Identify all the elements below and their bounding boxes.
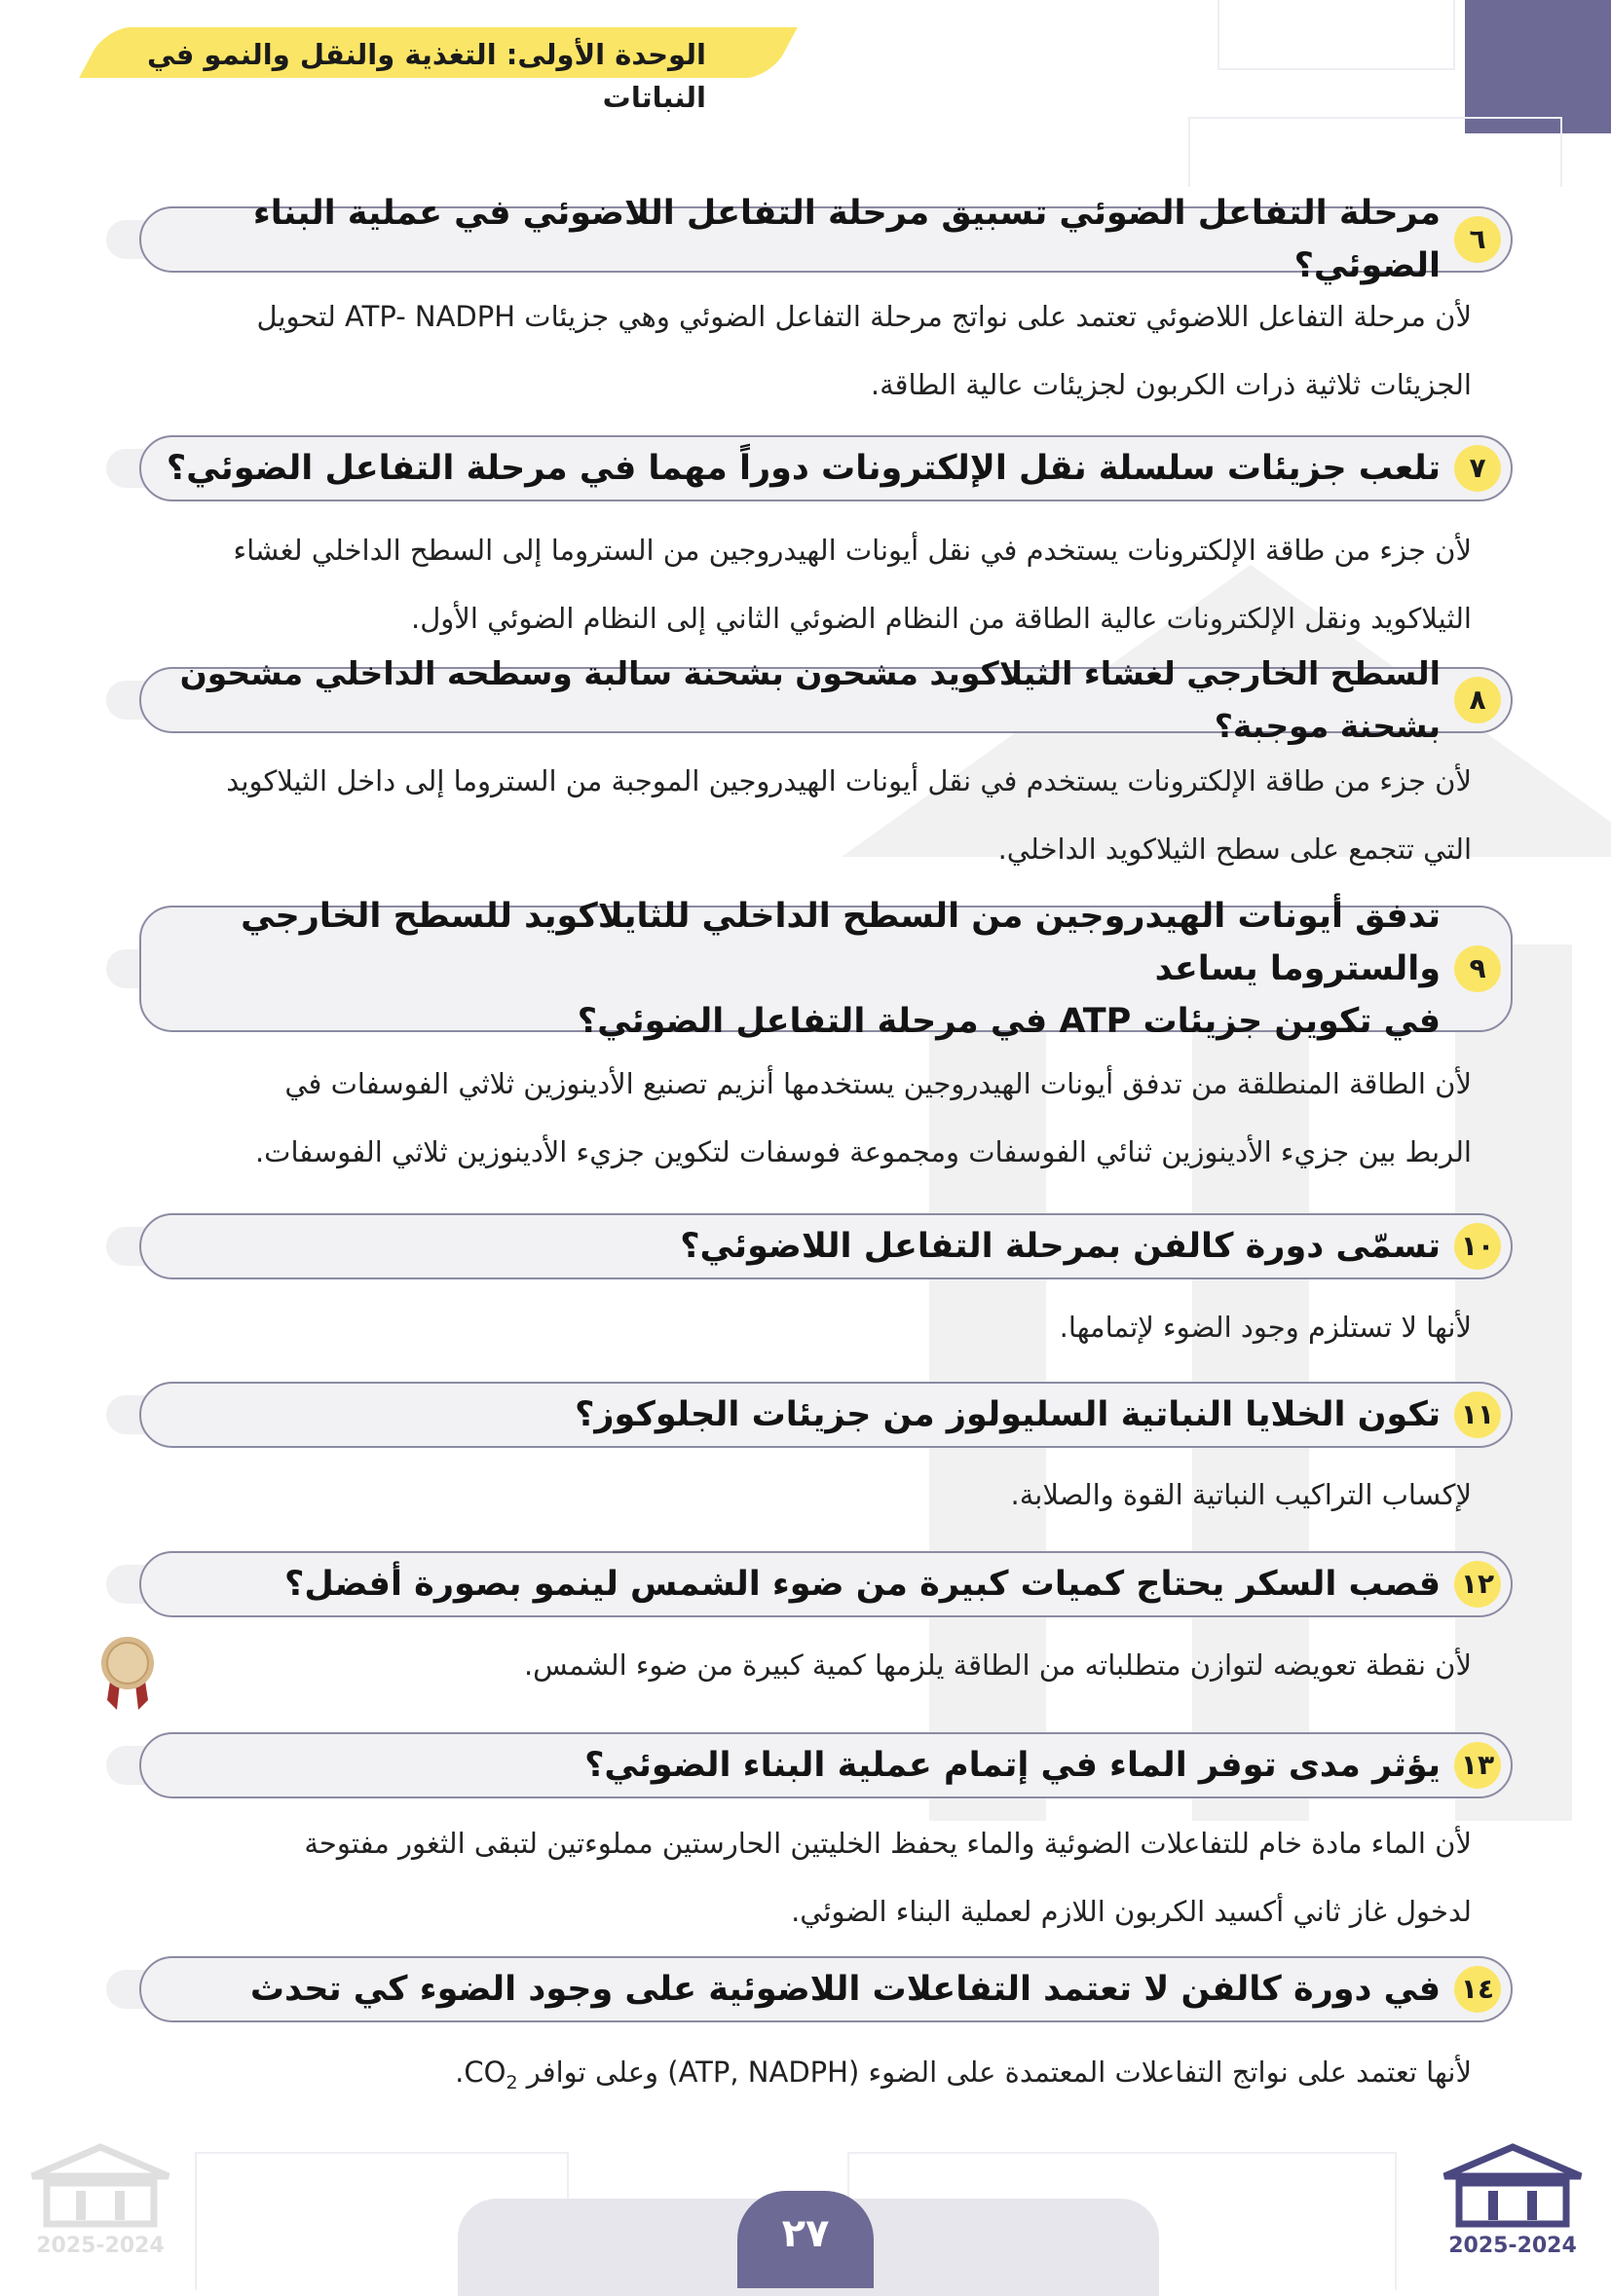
- question-text: [155, 890, 1441, 1048]
- question-number: ١٢: [1454, 1561, 1501, 1608]
- answer-14: [128, 2038, 1472, 2117]
- answer-7: [128, 516, 1472, 652]
- question-text: السطح الخارجي لغشاء الثيلاكويد مشحون بشحنة سالبة وسطحه الداخلي مشحون بشحنة موجبة؟: [179, 654, 1441, 745]
- question-box-12: [139, 1551, 1513, 1617]
- answer-text: لأنها تعتمد على نواتج التفاعلات المعتمدة على الضوء (ATP, NADPH) وعلى توافر CO: [464, 2055, 1472, 2089]
- answer-9: [128, 1050, 1472, 1186]
- answer-line: لأن جزء من طاقة الإلكترونات يستخدم في نقل أيونات الهيدروجين الموجبة من الستروما إلى داخل الثيلاكويد: [226, 764, 1472, 797]
- logo-year: 2025-2024: [36, 2234, 165, 2258]
- logo-right: [1440, 2142, 1586, 2258]
- medal-icon: [97, 1636, 158, 1710]
- academy-logo-icon: [1440, 2142, 1586, 2230]
- answer-10: [128, 1293, 1472, 1361]
- question-text: قصب السكر يحتاج كميات كبيرة من ضوء الشمس لينمو بصورة أفضل؟: [284, 1565, 1441, 1604]
- answer-line: لأن الطاقة المنطلقة من تدفق أيونات الهيدروجين يستخدمها أنزيم تصنيع الأدينوزين ثلاثي الفوسفات في: [284, 1067, 1472, 1100]
- question-text: في دورة كالفن لا تعتمد التفاعلات اللاضوئية على وجود الضوء كي تحدث: [249, 1970, 1441, 2009]
- answer-line: لأن مرحلة التفاعل اللاضوئي تعتمد على نواتج مرحلة التفاعل الضوئي وهي جزيئات ATP- NADPH لتحويل: [256, 300, 1472, 333]
- question-text: يؤثر مدى توفر الماء في إتمام عملية البناء الضوئي؟: [584, 1746, 1441, 1785]
- question-text: مرحلة التفاعل الضوئي تسبيق مرحلة التفاعل اللاضوئي في عملية البناء الضوئي؟: [252, 194, 1441, 285]
- answer-line: لأن الماء مادة خام للتفاعلات الضوئية والماء يحفظ الخليتين الحارستين مملوءتين لتبقى الثغور مفتوحة: [304, 1827, 1472, 1860]
- question-box-11: [139, 1382, 1513, 1448]
- question-number: ١٠: [1454, 1223, 1501, 1270]
- question-line: في تكوين جزيئات ATP في مرحلة التفاعل الضوئي؟: [577, 1002, 1441, 1041]
- question-number: ١٤: [1454, 1966, 1501, 2013]
- question-box-9: [139, 897, 1513, 1041]
- academy-logo-icon: [27, 2142, 173, 2230]
- subscript: 2: [506, 2071, 518, 2093]
- answer-line: الثيلاكويد ونقل الإلكترونات عالية الطاقة من النظام الضوئي الثاني إلى النظام الضوئي الأول.: [411, 602, 1472, 635]
- logo-year: 2025-2024: [1448, 2234, 1577, 2258]
- question-box-13: [139, 1732, 1513, 1798]
- page-number: ٢٧: [737, 2191, 874, 2288]
- question-box-10: [139, 1213, 1513, 1279]
- answer-11: [128, 1461, 1472, 1529]
- answer-line: لأن جزء من طاقة الإلكترونات يستخدم في نقل أيونات الهيدروجين من الستروما إلى السطح الداخلي لغشاء: [233, 534, 1472, 567]
- question-text: تسمّى دورة كالفن بمرحلة التفاعل اللاضوئي؟: [680, 1227, 1441, 1266]
- answer-line: لدخول غاز ثاني أكسيد الكربون اللازم لعملية البناء الضوئي.: [791, 1895, 1472, 1928]
- question-box-8: [139, 654, 1513, 745]
- answer-6: [128, 282, 1472, 419]
- question-text: تكون الخلايا النباتية السليولوز من جزيئات الجلوكوز؟: [575, 1395, 1441, 1434]
- logo-left: [27, 2142, 173, 2258]
- question-number: ٨: [1454, 677, 1501, 723]
- question-number: ١١: [1454, 1391, 1501, 1438]
- question-number: ٩: [1454, 945, 1501, 992]
- unit-title: الوحدة الأولى: التغذية والنقل والنمو في النباتات: [146, 38, 706, 114]
- question-box-6: [139, 194, 1513, 285]
- answer-12: [128, 1631, 1472, 1699]
- question-text: تلعب جزيئات سلسلة نقل الإلكترونات دوراً مهما في مرحلة التفاعل الضوئي؟: [166, 449, 1441, 488]
- question-box-7: [139, 435, 1513, 501]
- corner-block: [1465, 0, 1611, 133]
- answer-line: لأن نقطة تعويضه لتوازن متطلباته من الطاقة يلزمها كمية كبيرة من ضوء الشمس.: [523, 1648, 1472, 1682]
- decorative-frame: [1218, 0, 1455, 70]
- answer-13: [128, 1809, 1472, 1945]
- question-line: تدفق أيونات الهيدروجين من السطح الداخلي للثايلاكويد للسطح الخارجي والستروما يساعد: [241, 897, 1441, 988]
- question-number: ٧: [1454, 445, 1501, 492]
- answer-end: .: [455, 2055, 465, 2089]
- answer-line: لأنها لا تستلزم وجود الضوء لإتمامها.: [1059, 1311, 1472, 1344]
- answer-8: [128, 747, 1472, 883]
- decorative-frame: [1188, 117, 1562, 187]
- answer-line: [128, 2038, 1472, 2117]
- question-box-14: [139, 1956, 1513, 2022]
- answer-line: الجزيئات ثلاثية ذرات الكربون لجزيئات عالية الطاقة.: [870, 368, 1472, 401]
- answer-line: التي تتجمع على سطح الثيلاكويد الداخلي.: [997, 833, 1472, 866]
- question-number: ٦: [1454, 216, 1501, 263]
- question-number: ١٣: [1454, 1742, 1501, 1789]
- answer-line: لإكساب التراكيب النباتية القوة والصلابة.: [1010, 1478, 1472, 1511]
- answer-line: الربط بين جزيء الأدينوزين ثنائي الفوسفات ومجموعة فوسفات لتكوين جزيء الأدينوزين ثلاثي الفوسفات.: [254, 1135, 1472, 1168]
